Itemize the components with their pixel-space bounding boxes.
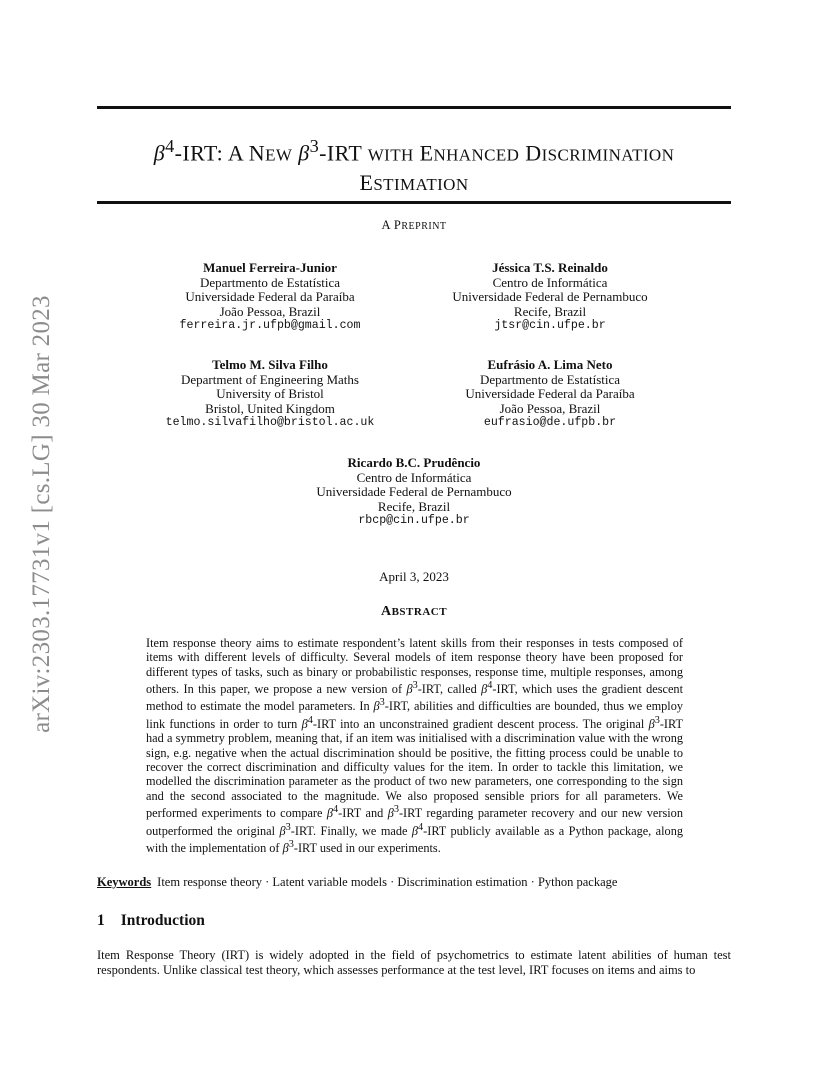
author-block: [150, 358, 390, 431]
author-affiliation: Recife, Brazil: [377, 498, 451, 514]
author-block: [430, 358, 670, 431]
abstract-body: [146, 636, 683, 855]
author-affiliation: João Pessoa, Brazil: [499, 400, 601, 416]
publication-date: April 3, 2023: [379, 569, 449, 584]
author-affiliation: Departmento de Estatística: [199, 274, 341, 290]
author-affiliation: Department of Engineering Maths: [181, 371, 359, 387]
author-block: [294, 456, 534, 529]
abstract-heading: ABSTRACT: [380, 604, 448, 619]
intro-paragraph: Item Response Theory (IRT) is widely adopted in the field of psychometrics to estimate latent abilities of human test respondents. Unlike classical test theory, which assesses performance at the test level, IRT focuses on items and aims to: [97, 948, 731, 977]
section-number: 1: [97, 912, 105, 929]
author-name: Manuel Ferreira-Junior: [203, 260, 337, 275]
author-block: [150, 261, 390, 334]
author-email[interactable]: rbcp@cin.ufpe.br: [358, 514, 470, 528]
author-name: Ricardo B.C. Prudêncio: [347, 455, 481, 470]
keywords: [97, 875, 617, 890]
section-title: Introduction: [120, 912, 205, 929]
keywords-label: Keywords: [97, 875, 152, 889]
author-affiliation: Centro de Informática: [356, 469, 472, 485]
author-name: Jéssica T.S. Reinaldo: [492, 260, 608, 275]
author-affiliation: Universidade Federal da Paraíba: [465, 386, 635, 402]
author-affiliation: Universidade Federal da Paraíba: [185, 289, 355, 305]
author-email[interactable]: telmo.silvafilho@bristol.ac.uk: [165, 416, 375, 430]
author-email[interactable]: ferreira.jr.ufpb@gmail.com: [179, 319, 361, 333]
arxiv-stamp-text: arXiv:2303.17731v1 [cs.LG] 30 Mar 2023: [28, 295, 55, 733]
author-affiliation: Bristol, United Kingdom: [205, 400, 335, 416]
author-affiliation: Centro de Informática: [492, 274, 608, 290]
title-line-2: ESTIMATION: [359, 170, 469, 196]
author-email[interactable]: eufrasio@de.ufpb.br: [483, 416, 617, 430]
author-affiliation: Universidade Federal de Pernambuco: [452, 289, 648, 305]
keywords-text: Item response theory · Latent variable models · Discrimination estimation · Python package: [157, 875, 618, 889]
title-rule-bottom: [97, 201, 731, 204]
author-email[interactable]: jtsr@cin.ufpe.br: [494, 319, 606, 333]
abstract-paragraph: Item response theory aims to estimate respondent’s latent skills from their responses in tests composed of items with different levels of difficulty. Several models of item response theory have been proposed for different types of tasks, such as binary or probabilistic responses, response time, multiple responses, among others. In this paper, we propose a new version of $\beta^3$-IRT, called $\beta^4$-IRT, which uses the gradient descent method to estimate the model parameters. In $\beta^3$-IRT, abilities and difficulties are bounded, thus we employ link functions in order to turn $\beta^4$-IRT into an unconstrained gradient descent process. The original $\beta^3$-IRT had a symmetry problem, meaning that, if an item was initialised with a discrimination value with the wrong sign, e.g. negative when the actual discrimination should be positive, the fitting process could be unable to recover the correct discrimination and difficulty values for the item. In order to tackle this limitation, we modelled the discrimination parameter as the product of two new parameters, one corresponding to the sign and the second associated to the magnitude. We also proposed sensible priors for all parameters. We performed experiments to compare $\beta^4$-IRT and $\beta^3$-IRT regarding parameter recovery and our new version outperformed the original $\beta^3$-IRT. Finally, we made $\beta^4$-IRT publicly available as a Python package, along with the implementation of $\beta^3$-IRT used in our experiments.: [146, 636, 683, 856]
author-affiliation: Universidade Federal de Pernambuco: [316, 484, 512, 500]
preprint-label: A PREPRINT: [381, 218, 447, 232]
author-block: [430, 261, 670, 334]
author-affiliation: Recife, Brazil: [513, 303, 587, 319]
author-affiliation: João Pessoa, Brazil: [219, 303, 321, 319]
author-name: Eufrásio A. Lima Neto: [487, 357, 613, 372]
title-line-1: $\beta^4$-IRT: A NEW $\beta^3$-IRT WITH ENHANCED DISCRIMINATION: [153, 136, 675, 166]
section-heading: [97, 912, 205, 930]
author-name: Telmo M. Silva Filho: [212, 357, 328, 372]
intro-text: [97, 948, 731, 977]
title-rule-top: [97, 106, 731, 109]
paper-title: [97, 132, 731, 199]
author-affiliation: Departmento de Estatística: [479, 371, 621, 387]
arxiv-stamp: [24, 283, 60, 745]
author-affiliation: University of Bristol: [216, 386, 324, 402]
